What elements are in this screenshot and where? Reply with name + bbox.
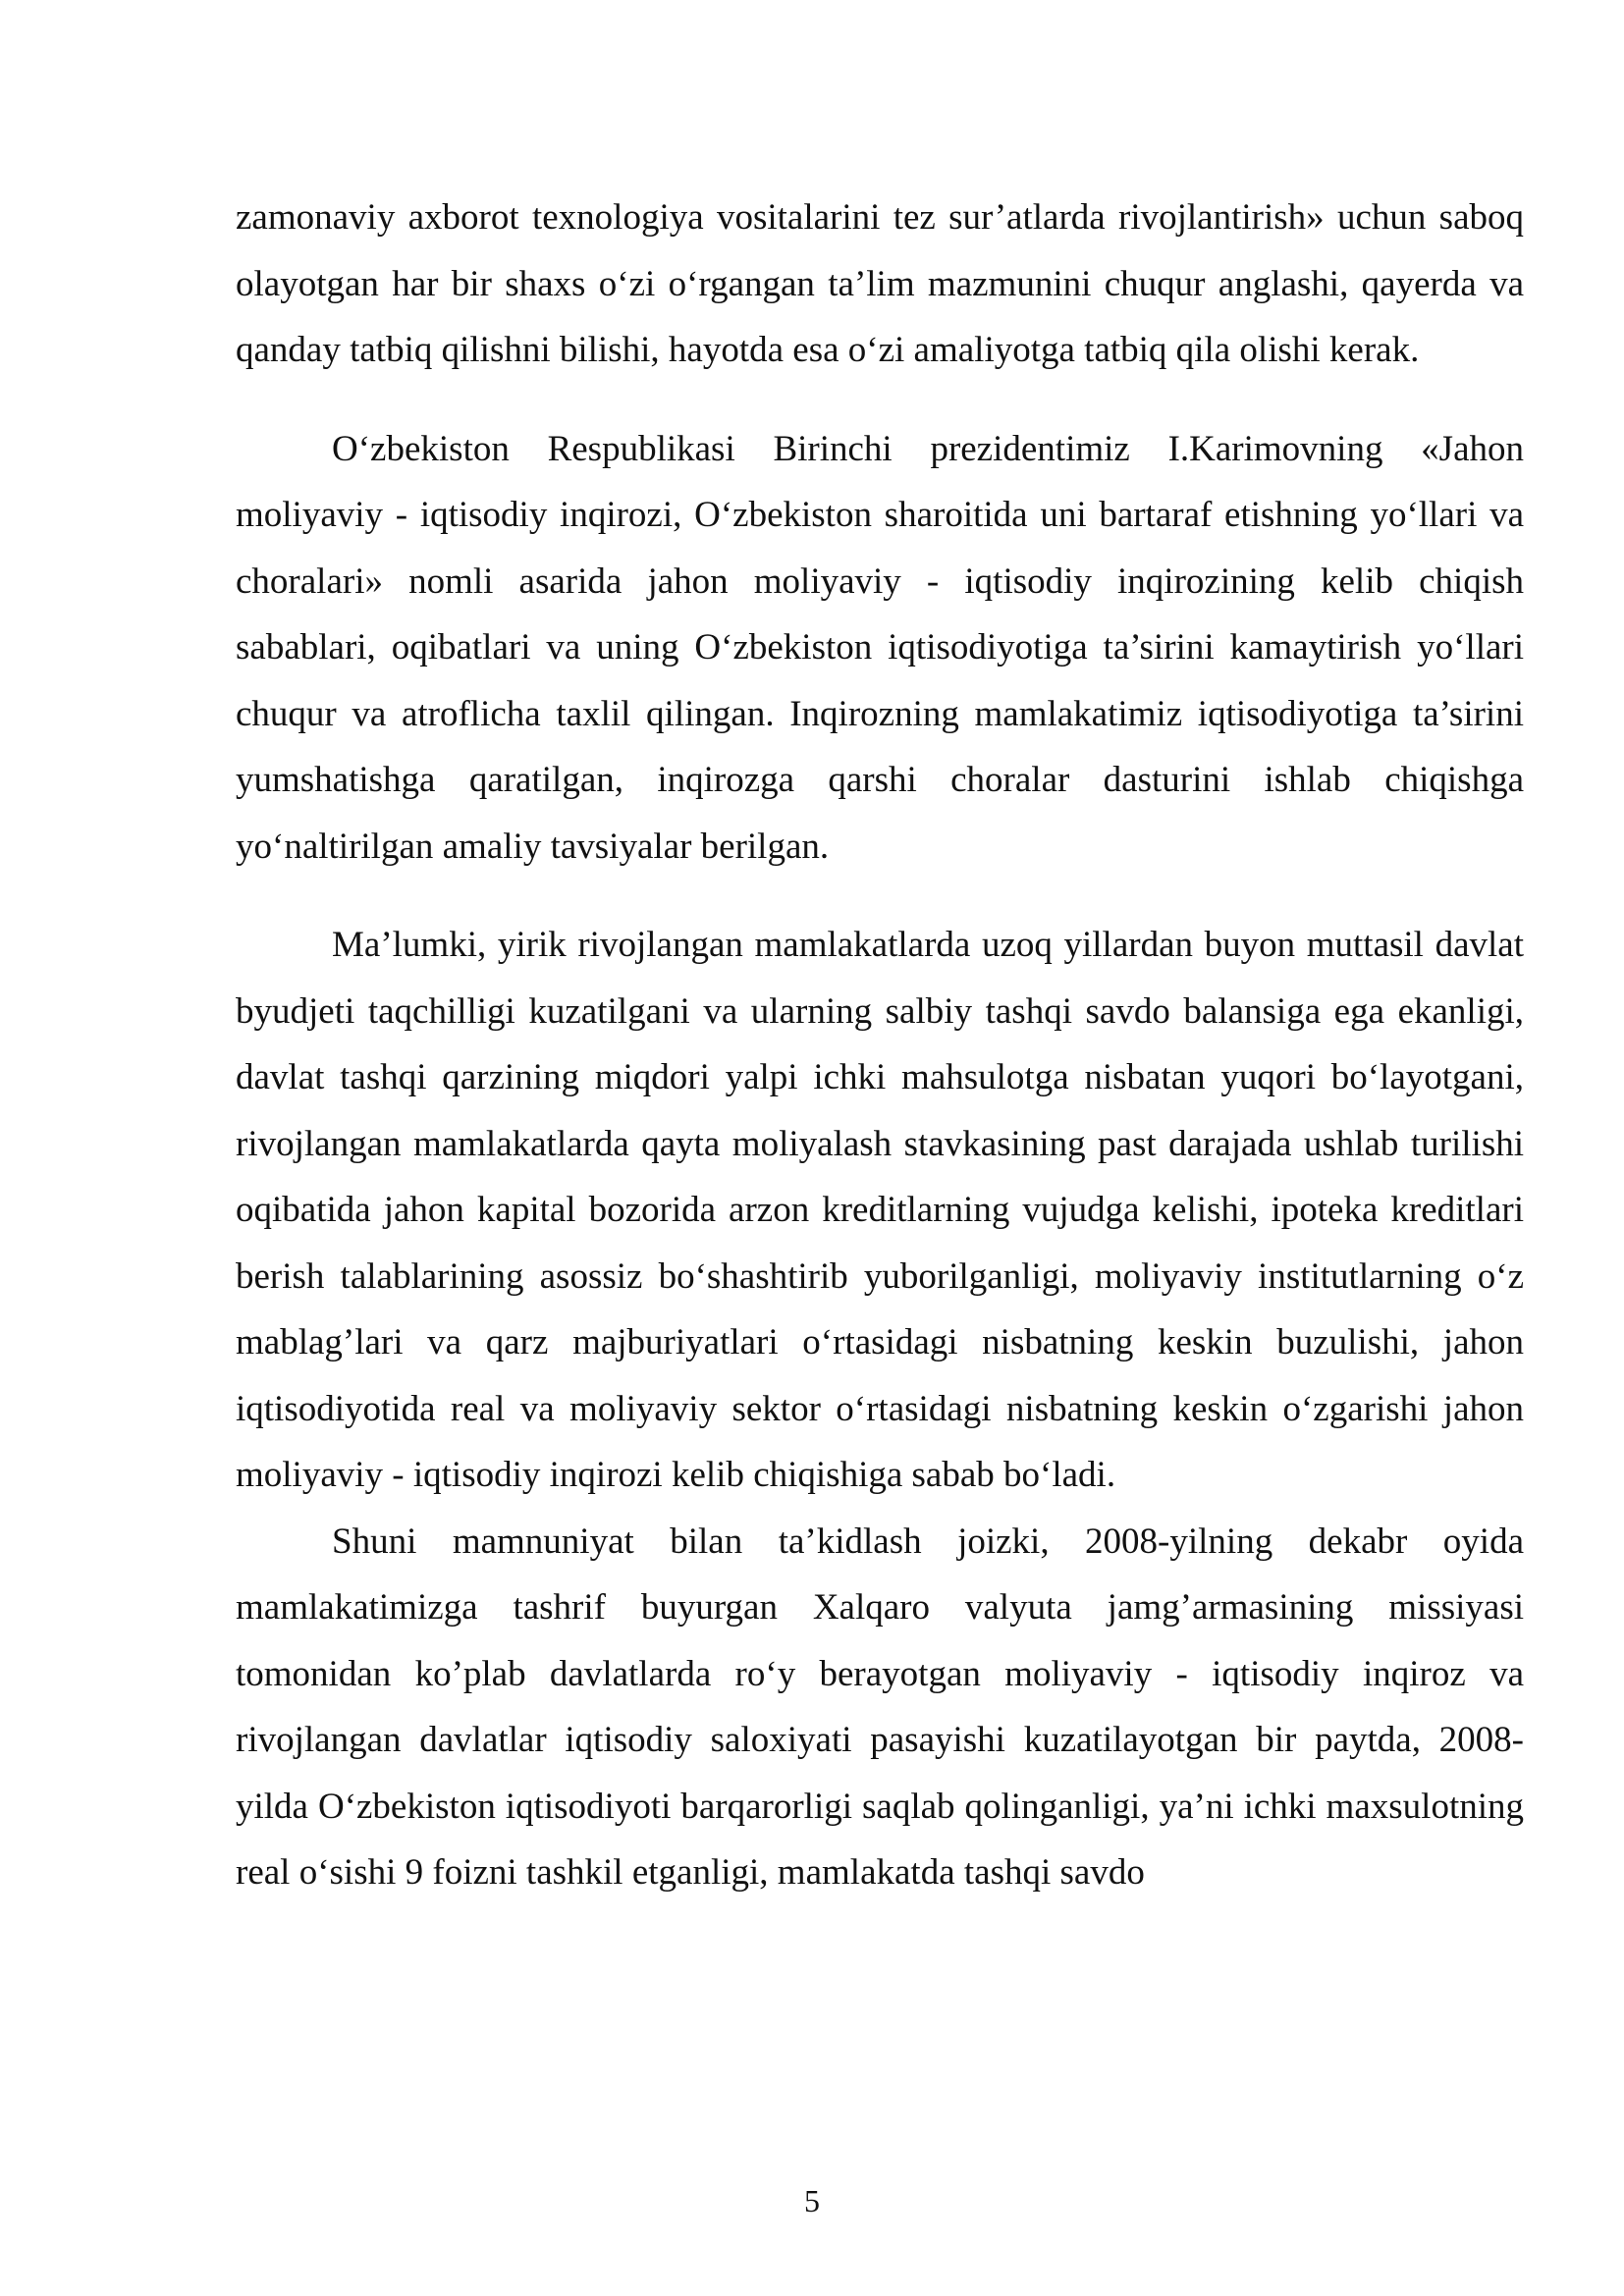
paragraph-crisis-causes: Ma’lumki, yirik rivojlangan mamlakatlarda uzoq yillardan buyon muttasil davlat byudjeti taqchilligi kuzatilgani va ularning salbiy tashqi savdo balansiga ega ekanligi, davlat tashqi qarzining miqdori yalpi ichki mahsulotga nisbatan yuqori bo‘layotgani, rivojlangan mamlakatlarda qayta moliyalash stavkasining past darajada ushlab turilishi oqibatida jahon kapital bozorida arzon kreditlarning vujudga kelishi, ipoteka kreditlari berish talablarining asossiz bo‘shashtirib yuborilganligi, moliyaviy institutlarning o‘z mablag’lari va qarz majburiyatlari o‘rtasidagi nisbatning keskin buzulishi, jahon iqtisodiyotida real va moliyaviy sektor o‘rtasidagi nisbatning keskin o‘zgarishi jahon moliyaviy - iqtisodiy inqirozi kelib chiqishiga sabab bo‘ladi.	[236, 925, 1524, 1495]
page-number: 5	[804, 2183, 820, 2218]
paragraph-imf-mission: Shuni mamnuniyat bilan ta’kidlash joizki, 2008-yilning dekabr oyida mamlakatimizga tashrif buyurgan Xalqaro valyuta jamg’armasining missiyasi tomonidan ko’plab davlatlarda ro‘y berayotgan moliyaviy - iqtisodiy inqiroz va rivojlangan davlatlar iqtisodiy saloxiyati pasayishi kuzatilayotgan bir paytda, 2008- yilda O‘zbekiston iqtisodiyoti barqarorligi saqlab qolinganligi, ya’ni ichki maxsulotning real o‘sishi 9 foizni tashkil etganligi, mamlakatda tashqi savdo	[236, 1521, 1524, 1893]
page-body	[236, 185, 1524, 1906]
paragraph-continuation: zamonaviy axborot texnologiya vositalarini tez sur’atlarda rivojlantirish» uchun saboq olayotgan har bir shaxs o‘zi o‘rgangan ta’lim mazmunini chuqur anglashi, qayerda va qanday tatbiq qilishni bilishi, hayotda esa o‘zi amaliyotga tatbiq qila olishi kerak.	[236, 197, 1524, 370]
paragraph-karimov-work: O‘zbekiston Respublikasi Birinchi prezidentimiz I.Karimovning «Jahon moliyaviy - iqtisodiy inqirozi, O‘zbekiston sharoitida uni bartaraf etishning yo‘llari va choralari» nomli asarida jahon moliyaviy - iqtisodiy inqirozining kelib chiqish sabablari, oqibatlari va uning O‘zbekiston iqtisodiyotiga ta’sirini kamaytirish yo‘llari chuqur va atroflicha taxlil qilingan. Inqirozning mamlakatimiz iqtisodiyotiga ta’sirini yumshatishga qaratilgan, inqirozga qarshi choralar dasturini ishlab chiqishga yo‘naltirilgan amaliy tavsiyalar berilgan.	[236, 428, 1524, 867]
